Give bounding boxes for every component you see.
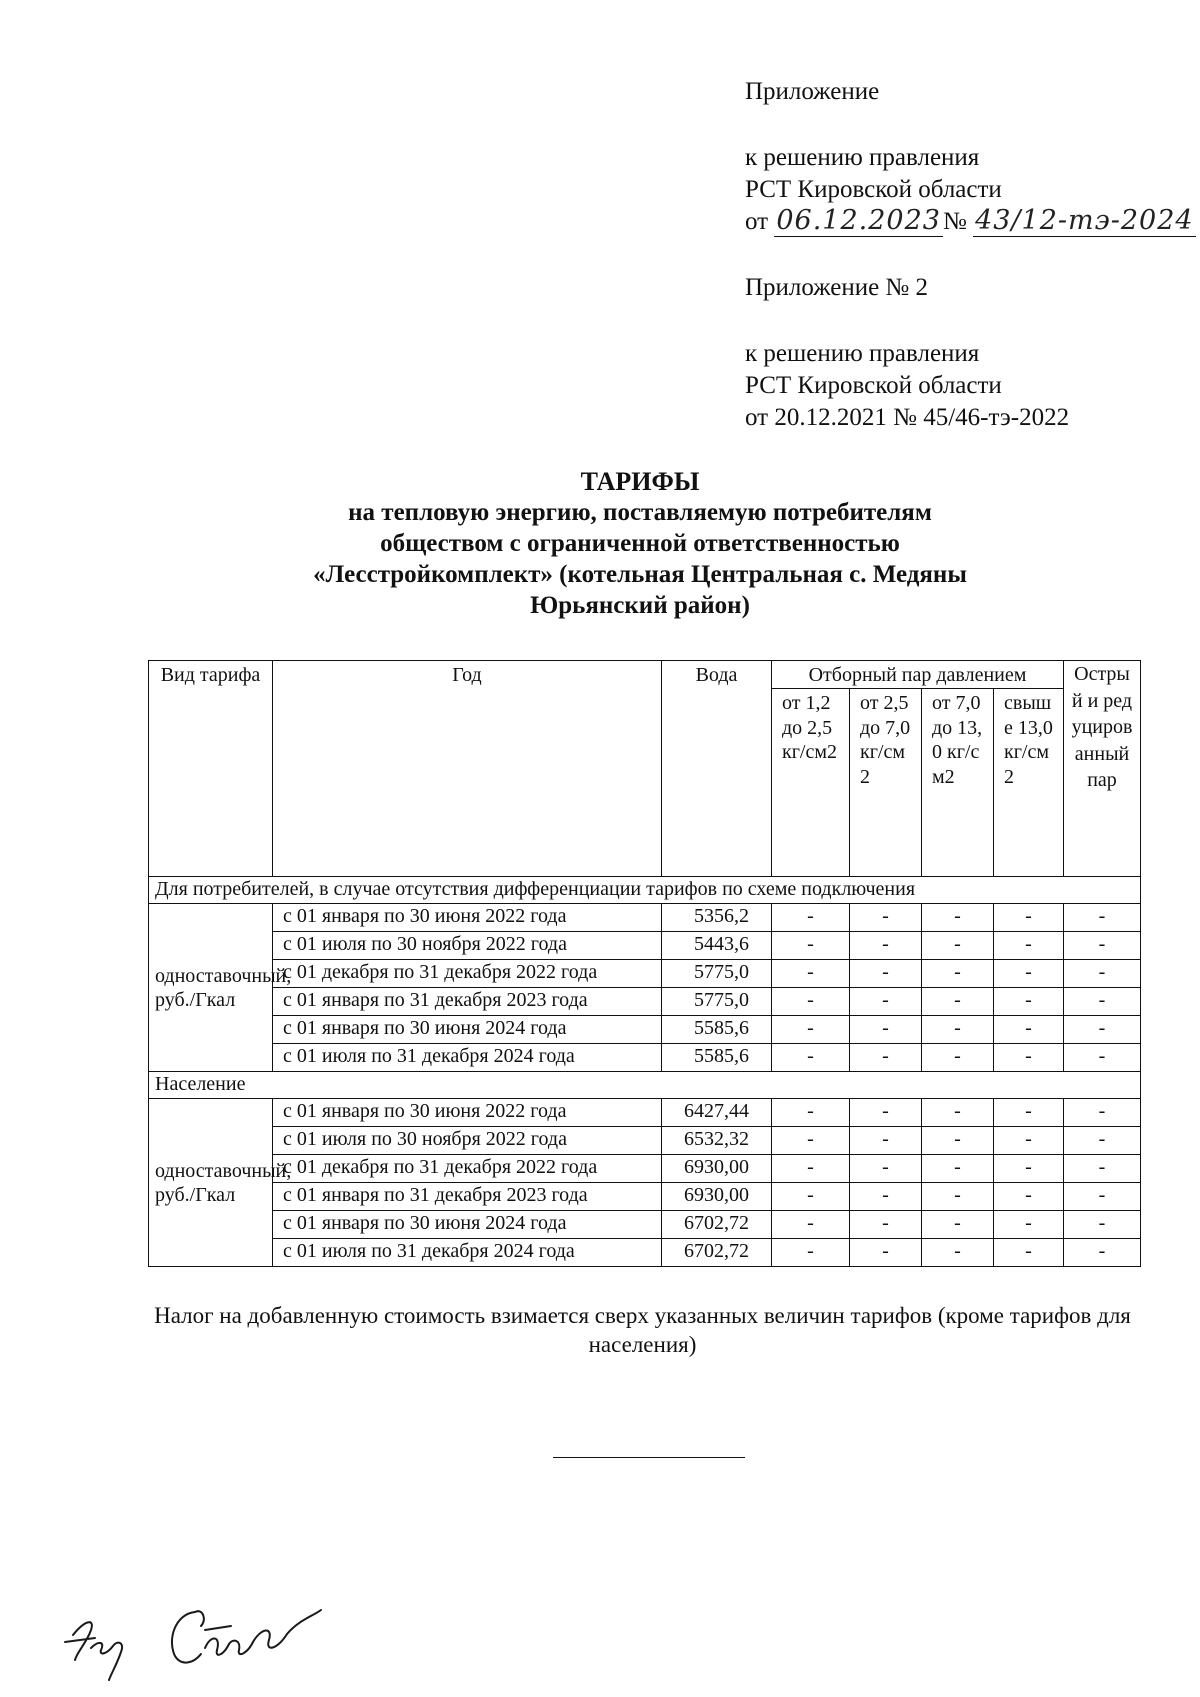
period-cell: с 01 июля по 30 ноября 2022 года <box>273 932 662 960</box>
table-row <box>149 1239 1141 1267</box>
steam-3-cell: - <box>922 1016 994 1044</box>
annex-1-line2: РСТ Кировской области <box>745 176 1002 203</box>
header-water: Вода <box>662 661 772 877</box>
period-cell: с 01 января по 30 июня 2024 года <box>273 1211 662 1239</box>
steam-1-cell: - <box>772 1211 850 1239</box>
steam-1-cell: - <box>772 988 850 1016</box>
title-main: ТАРИФЫ <box>580 467 700 496</box>
handwritten-signature-icon <box>55 1590 355 1685</box>
steam-4-cell: - <box>994 1239 1064 1267</box>
table-row <box>149 1099 1141 1127</box>
sharp-steam-cell: - <box>1064 1239 1141 1267</box>
steam-2-cell: - <box>850 1044 922 1072</box>
header-steam-1: от 1,2 до 2,5 кг/см2 <box>772 689 850 877</box>
period-cell: с 01 июля по 31 декабря 2024 года <box>273 1239 662 1267</box>
tariffs-table <box>148 660 1141 1267</box>
group-label: Население <box>149 1072 1141 1099</box>
water-cell: 6702,72 <box>662 1211 772 1239</box>
annex-1-title: Приложение <box>745 78 880 105</box>
document-title <box>150 466 1130 621</box>
period-cell: с 01 января по 31 декабря 2023 года <box>273 1183 662 1211</box>
steam-2-cell: - <box>850 1211 922 1239</box>
tariff-kind: одноставочный, руб./Гкал <box>149 1099 273 1267</box>
annex-2-line2: РСТ Кировской области <box>745 372 1002 399</box>
water-cell: 5775,0 <box>662 960 772 988</box>
steam-1-cell: - <box>772 1155 850 1183</box>
period-cell: с 01 января по 31 декабря 2023 года <box>273 988 662 1016</box>
sharp-steam-cell: - <box>1064 1155 1141 1183</box>
steam-2-cell: - <box>850 932 922 960</box>
table-row <box>149 932 1141 960</box>
table-row <box>149 904 1141 932</box>
steam-1-cell: - <box>772 904 850 932</box>
annex-1-number-prefix: № <box>942 208 967 235</box>
steam-4-cell: - <box>994 988 1064 1016</box>
steam-3-cell: - <box>922 960 994 988</box>
steam-4-cell: - <box>994 1044 1064 1072</box>
header-steam-3: от 7,0 до 13,0 кг/см2 <box>922 689 994 877</box>
steam-3-cell: - <box>922 1099 994 1127</box>
title-line-1: на тепловую энергию, поставляемую потребителям <box>348 499 932 526</box>
table-row <box>149 1183 1141 1211</box>
steam-2-cell: - <box>850 1155 922 1183</box>
steam-2-cell: - <box>850 1099 922 1127</box>
sharp-steam-cell: - <box>1064 1016 1141 1044</box>
vat-footnote: Налог на добавленную стоимость взимается сверх указанных величин тарифов (кроме тарифов для населения) <box>154 1303 1131 1357</box>
steam-2-cell: - <box>850 1127 922 1155</box>
steam-4-cell: - <box>994 960 1064 988</box>
header-kind: Вид тарифа <box>149 661 273 877</box>
group-label: Для потребителей, в случае отсутствия дифференциации тарифов по схеме подключения <box>149 877 1141 904</box>
steam-2-cell: - <box>850 960 922 988</box>
water-cell: 5443,6 <box>662 932 772 960</box>
sharp-steam-cell: - <box>1064 1127 1141 1155</box>
sharp-steam-cell: - <box>1064 960 1141 988</box>
tariff-kind: одноставочный, руб./Гкал <box>149 904 273 1072</box>
closing-rule <box>553 1457 745 1458</box>
table-row <box>149 1211 1141 1239</box>
steam-3-cell: - <box>922 904 994 932</box>
period-cell: с 01 июля по 30 ноября 2022 года <box>273 1127 662 1155</box>
steam-2-cell: - <box>850 1183 922 1211</box>
steam-2-cell: - <box>850 988 922 1016</box>
water-cell: 5585,6 <box>662 1044 772 1072</box>
steam-1-cell: - <box>772 1016 850 1044</box>
steam-1-cell: - <box>772 1099 850 1127</box>
steam-1-cell: - <box>772 932 850 960</box>
steam-4-cell: - <box>994 932 1064 960</box>
water-cell: 5585,6 <box>662 1016 772 1044</box>
title-line-3: «Лесстройкомплект» (котельная Центральная с. Медяны <box>313 561 967 588</box>
steam-4-cell: - <box>994 1127 1064 1155</box>
period-cell: с 01 января по 30 июня 2022 года <box>273 1099 662 1127</box>
steam-3-cell: - <box>922 1044 994 1072</box>
steam-1-cell: - <box>772 960 850 988</box>
sharp-steam-cell: - <box>1064 904 1141 932</box>
sharp-steam-cell: - <box>1064 1044 1141 1072</box>
steam-2-cell: - <box>850 1016 922 1044</box>
water-cell: 6930,00 <box>662 1183 772 1211</box>
header-steam-4: свыше 13,0 кг/см2 <box>994 689 1064 877</box>
steam-4-cell: - <box>994 904 1064 932</box>
steam-2-cell: - <box>850 1239 922 1267</box>
period-cell: с 01 января по 30 июня 2024 года <box>273 1016 662 1044</box>
water-cell: 6930,00 <box>662 1155 772 1183</box>
sharp-steam-cell: - <box>1064 932 1141 960</box>
steam-4-cell: - <box>994 1211 1064 1239</box>
period-cell: с 01 января по 30 июня 2022 года <box>273 904 662 932</box>
sharp-steam-cell: - <box>1064 988 1141 1016</box>
annex-1-handwritten-number: 43/12-тэ-2024 <box>975 205 1194 236</box>
steam-3-cell: - <box>922 1155 994 1183</box>
table-row <box>149 1044 1141 1072</box>
sharp-steam-cell: - <box>1064 1211 1141 1239</box>
steam-4-cell: - <box>994 1183 1064 1211</box>
sharp-steam-cell: - <box>1064 1099 1141 1127</box>
table-row <box>149 1016 1141 1044</box>
annex-1-date-prefix: от <box>745 208 769 235</box>
steam-3-cell: - <box>922 932 994 960</box>
period-cell: с 01 декабря по 31 декабря 2022 года <box>273 960 662 988</box>
sharp-steam-cell: - <box>1064 1183 1141 1211</box>
table-row <box>149 988 1141 1016</box>
annex-1-handwritten-date: 06.12.2023 <box>776 205 941 236</box>
water-cell: 5356,2 <box>662 904 772 932</box>
water-cell: 6532,32 <box>662 1127 772 1155</box>
table-row <box>149 1127 1141 1155</box>
annex-2-line1: к решению правления <box>745 340 980 367</box>
water-cell: 5775,0 <box>662 988 772 1016</box>
steam-1-cell: - <box>772 1183 850 1211</box>
steam-3-cell: - <box>922 988 994 1016</box>
period-cell: с 01 декабря по 31 декабря 2022 года <box>273 1155 662 1183</box>
steam-2-cell: - <box>850 904 922 932</box>
header-steam-2: от 2,5 до 7,0 кг/см2 <box>850 689 922 877</box>
water-cell: 6427,44 <box>662 1099 772 1127</box>
annex-1-date-line <box>745 206 1196 238</box>
steam-1-cell: - <box>772 1044 850 1072</box>
steam-3-cell: - <box>922 1183 994 1211</box>
header-year: Год <box>273 661 662 877</box>
annex-2-title: Приложение № 2 <box>745 274 929 301</box>
steam-3-cell: - <box>922 1239 994 1267</box>
header-steam-group: Отборный пар давлением <box>772 661 1064 689</box>
steam-3-cell: - <box>922 1127 994 1155</box>
steam-1-cell: - <box>772 1127 850 1155</box>
steam-4-cell: - <box>994 1099 1064 1127</box>
steam-4-cell: - <box>994 1016 1064 1044</box>
steam-3-cell: - <box>922 1211 994 1239</box>
steam-4-cell: - <box>994 1155 1064 1183</box>
water-cell: 6702,72 <box>662 1239 772 1267</box>
header-sharp-steam: Острый и редуцированный пар <box>1064 661 1141 877</box>
period-cell: с 01 июля по 31 декабря 2024 года <box>273 1044 662 1072</box>
steam-1-cell: - <box>772 1239 850 1267</box>
annex-2-line3: от 20.12.2021 № 45/46-тэ-2022 <box>745 404 1070 431</box>
table-row <box>149 1155 1141 1183</box>
table-row <box>149 960 1141 988</box>
title-line-2: обществом с ограниченной ответственностью <box>380 530 900 557</box>
title-line-4: Юрьянский район) <box>530 592 750 619</box>
annex-1-line1: к решению правления <box>745 144 980 171</box>
